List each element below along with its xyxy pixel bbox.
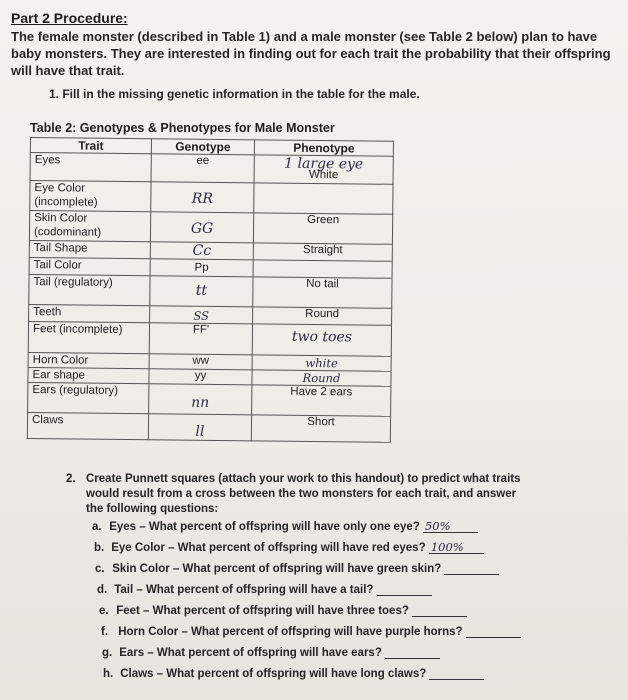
genotype-cell: FF' xyxy=(149,323,252,355)
trait-cell: Tail (regulatory) xyxy=(29,274,150,305)
trait-cell: Tail Shape xyxy=(29,240,150,258)
table-row xyxy=(28,321,391,356)
genotype-cell: Cc xyxy=(150,242,253,260)
phenotype-cell: No tail xyxy=(253,277,392,308)
question-item xyxy=(102,645,440,659)
trait-cell: Teeth xyxy=(29,304,150,322)
answer-text xyxy=(466,624,470,638)
phenotype-handwritten: 1 large eye xyxy=(284,155,364,173)
item-text: Eye Color – What percent of offspring will have red eyes? xyxy=(111,542,426,554)
answer-blank[interactable] xyxy=(377,582,432,596)
item-text: Claws – What percent of offspring will have long claws? xyxy=(120,668,427,680)
phenotype-printed: White xyxy=(308,168,339,182)
question-item xyxy=(99,603,467,617)
item-text: Feet – What percent of offspring will have three toes? xyxy=(116,605,409,617)
item-text: Horn Color – What percent of offspring will have purple horns? xyxy=(118,626,463,638)
genotype-cell: Pp xyxy=(150,259,253,277)
phenotype-cell: Have 2 ears xyxy=(252,385,391,416)
item-letter: a. xyxy=(92,521,102,533)
trait-cell: Skin Color (codominant) xyxy=(29,211,150,242)
answer-blank[interactable] xyxy=(423,519,478,533)
phenotype-cell xyxy=(253,260,392,278)
table-row xyxy=(30,153,393,185)
answer-blank[interactable] xyxy=(412,603,467,617)
item-text: Eyes – What percent of offspring will have only one eye? xyxy=(109,521,420,533)
trait-cell: Eyes xyxy=(30,153,151,182)
header-phenotype: Phenotype xyxy=(254,140,393,156)
phenotype-cell: Round xyxy=(252,370,391,386)
table-row xyxy=(30,181,393,215)
answer-blank[interactable] xyxy=(444,561,499,575)
answer-text xyxy=(385,645,389,659)
table-row xyxy=(29,211,392,245)
phenotype-cell: Green xyxy=(253,213,392,244)
table-row xyxy=(28,382,391,416)
genotype-cell: ll xyxy=(148,414,251,441)
genotype-cell: GG xyxy=(150,212,253,243)
item-letter: e. xyxy=(99,605,109,617)
phenotype-cell xyxy=(254,155,393,184)
item-letter: g. xyxy=(102,647,113,659)
item-text: Ears – What percent of offspring will have ears? xyxy=(119,647,382,659)
item-letter: c. xyxy=(95,563,105,575)
item-text: Tail – What percent of offspring will have a tail? xyxy=(114,584,374,596)
question-2 xyxy=(68,472,528,517)
question-item xyxy=(95,561,499,575)
phenotype-cell: Short xyxy=(251,415,390,442)
trait-cell: Ear shape xyxy=(28,367,149,383)
answer-text: 100% xyxy=(430,540,464,554)
instruction-1: 1. Fill in the missing genetic information in the table for the male. xyxy=(49,87,420,101)
trait-cell: Ears (regulatory) xyxy=(28,382,149,413)
genotype-table xyxy=(27,137,394,443)
table-row xyxy=(27,412,390,442)
section-heading: Part 2 Procedure: xyxy=(11,10,128,26)
phenotype-cell xyxy=(254,183,393,214)
answer-text: 50% xyxy=(424,519,451,533)
item-text: Skin Color – What percent of offspring will have green skin? xyxy=(112,563,442,575)
genotype-cell: ww xyxy=(149,354,252,370)
question-item xyxy=(103,666,484,680)
answer-text xyxy=(444,561,448,575)
genotype-cell: SS xyxy=(150,306,253,324)
answer-blank[interactable] xyxy=(429,666,484,680)
trait-cell: Feet (incomplete) xyxy=(28,321,149,353)
item-letter: f. xyxy=(101,626,109,638)
genotype-cell: nn xyxy=(149,384,252,415)
phenotype-cell: two toes xyxy=(252,324,391,356)
answer-blank[interactable] xyxy=(385,645,440,659)
intro-paragraph: The female monster (described in Table 1) and a male monster (see Table 2 below) plan to have baby monsters. They are interested in finding out for each trait the probability that their offspring will have that trait. xyxy=(11,29,611,78)
trait-cell: Tail Color xyxy=(29,257,150,275)
answer-text xyxy=(429,666,433,680)
answer-text xyxy=(377,582,381,596)
phenotype-cell: white xyxy=(252,355,391,371)
item-letter: b. xyxy=(94,542,105,554)
genotype-cell: ee xyxy=(151,154,254,183)
trait-cell: Horn Color xyxy=(28,352,149,368)
phenotype-cell: Straight xyxy=(253,243,392,261)
answer-text xyxy=(412,603,416,617)
question-item xyxy=(101,624,521,638)
header-trait: Trait xyxy=(30,138,151,154)
question-item xyxy=(94,540,484,554)
question-text: Create Punnett squares (attach your work to this handout) to predict what traits would result from a cross between the two monsters for each trait, and answer the following questions: xyxy=(86,473,521,515)
item-letter: d. xyxy=(97,584,108,596)
trait-cell: Claws xyxy=(27,412,148,439)
question-number: 2. xyxy=(66,473,76,485)
header-genotype: Genotype xyxy=(151,139,254,155)
item-letter: h. xyxy=(103,668,114,680)
genotype-cell: tt xyxy=(150,276,253,307)
table-caption: Table 2: Genotypes & Phenotypes for Male Monster xyxy=(30,121,335,135)
genotype-cell: yy xyxy=(149,369,252,385)
table-row xyxy=(29,274,392,308)
answer-blank[interactable] xyxy=(466,624,521,638)
question-item xyxy=(92,519,478,533)
answer-blank[interactable] xyxy=(429,540,484,554)
trait-cell: Eye Color (incomplete) xyxy=(30,181,151,212)
phenotype-cell: Round xyxy=(253,307,392,325)
question-item xyxy=(97,582,432,596)
genotype-cell: RR xyxy=(151,182,254,213)
